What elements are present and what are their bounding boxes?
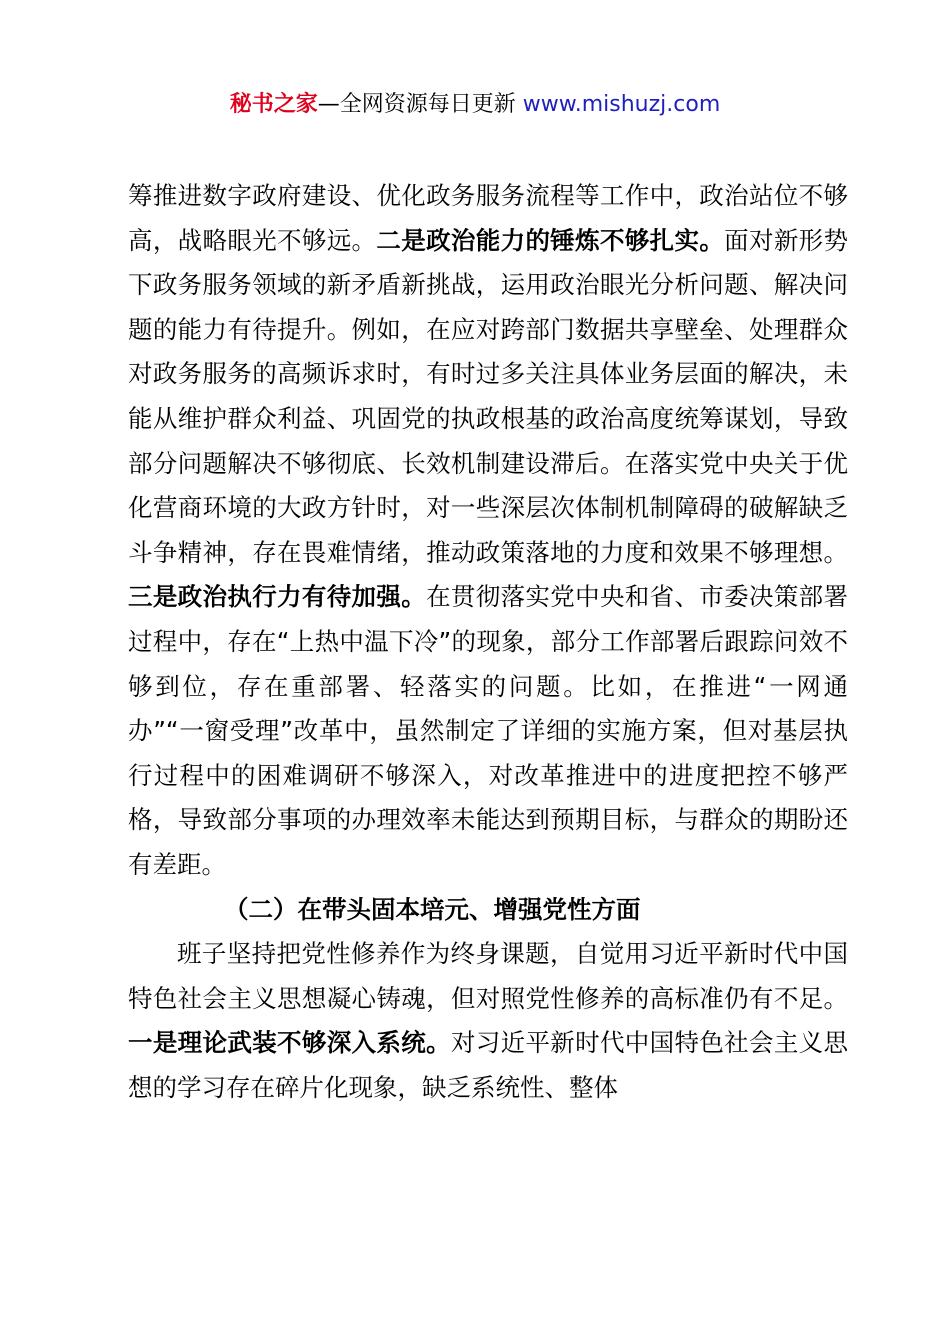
paragraph-party-spirit [128, 932, 848, 1110]
header-tagline: —全网资源每日更新 [317, 92, 523, 117]
document-body [128, 174, 848, 1110]
paragraph-text: 在贯彻落实党中央和省、市委决策部署过程中，存在“上热中温下冷”的现象，部分工作部署后跟踪问效不够到位，存在重部署、轻落实的问题。比如，在推进“一网通办”“一窗受理”改革中，虽然制定了详细的实施方案，但对基层执行过程中的困难调研不够深入，对改革推进中的进度把控不够严格，导致部分事项的办理效率未能达到预期目标，与群众的期盼还有差距。 [128, 582, 849, 879]
paragraph-text: 班子坚持把党性修养作为终身课题，自觉用习近平新时代中国特色社会主义思想凝心铸魂，但对照党性修养的高标准仍有不足。 [128, 939, 848, 1013]
paragraph-text: 筹推进数字政府建设、优化政务服务流程等工作中，政治站位不够高，战略眼光不够远。 [128, 181, 848, 255]
page-header [0, 90, 950, 120]
bold-point-three: 三是政治执行力有待加强。 [128, 582, 427, 612]
bold-point-two: 二是政治能力的锤炼不够扎实。 [376, 225, 725, 255]
bold-point-one: 一是理论武装不够深入系统。 [128, 1028, 451, 1058]
header-url-link[interactable]: www.mishuzj.com [522, 92, 721, 117]
paragraph-text: 面对新形势下政务服务领域的新矛盾新挑战，运用政治眼光分析问题、解决问题的能力有待提升。例如，在应对跨部门数据共享壁垒、处理群众对政务服务的高频诉求时，有时过多关注具体业务层面的解决，未能从维护群众利益、巩固党的执政根基的政治高度统筹谋划，导致部分问题解决不够彻底、长效机制建设滞后。在落实党中央关于优化营商环境的大政方针时，对一些深层次体制机制障碍的破解缺乏斗争精神，存在畏难情绪，推动政策落地的力度和效果不够理想。 [128, 225, 849, 567]
paragraph-text: 对习近平新时代中国特色社会主义思想的学习存在碎片化现象，缺乏系统性、整体 [128, 1028, 849, 1102]
paragraph-political-capacity [128, 174, 848, 888]
section-heading: （二）在带头固本培元、增强党性方面 [224, 894, 641, 924]
header-brand: 秘书之家 [229, 92, 318, 117]
